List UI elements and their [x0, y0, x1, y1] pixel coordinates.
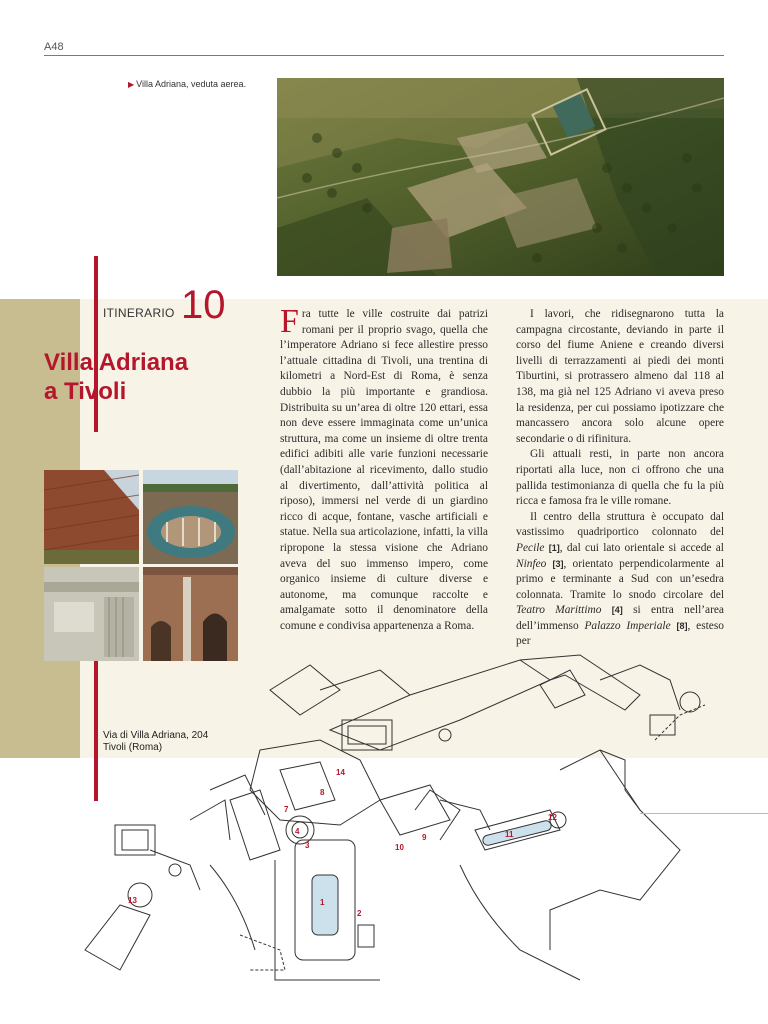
ref-8: [8] [676, 620, 688, 631]
text-segment: , esteso per [516, 619, 724, 648]
ref-1: [1] [548, 542, 560, 553]
text-segment: Il centro della struttura è occupato dal vastissimo quadriportico colonnato del [516, 510, 724, 539]
plan-label-1: 1 [320, 898, 325, 907]
text-column-2 [516, 307, 724, 650]
ref-3: [3] [552, 558, 564, 569]
thumbnail-maritime-theatre [143, 470, 238, 564]
thumbnail-brick-wall-graphic [44, 470, 139, 564]
right-decorative-rule [640, 813, 768, 814]
paragraph-intro-text: ra tutte le ville costruite dai patrizi romani per il proprio svago, quella che l’imperatore Adriano si fece allestire presso l’attuale cittadina di Tivoli, una trentina di kilometri a Nord-Est di Roma, è senza dubbio la più importante e grandiosa. Distribuita su un’area di oltre 120 ettari, essa non deve essere immaginata come un’unica struttura, ma come un insieme di oltre trenta edifici adibiti alle varie funzioni necessarie (dall’abitazione al ricevimento, dallo studio al divertimento, dall’attività politica al riposo), immersi nel verde di un giardino ricco di acque, fontane, vasche artificiali e statue. Nella sua articolazione, infatti, la villa ripropone la stessa visione che Adriano aveva del suo immenso impero, come organico insieme di culture diverse e autonome, ma comunque raccolte e amalgamate sotto il denominatore della comune e condivisa appartenenza a Roma. [280, 308, 488, 632]
photo-caption-text: Villa Adriana, veduta aerea. [136, 79, 247, 89]
top-rule [44, 55, 724, 56]
term-ninfeo: Ninfeo [516, 557, 547, 570]
plan-label-10: 10 [395, 843, 404, 852]
site-plan-graphic [80, 650, 740, 990]
title-line-2: a Tivoli [44, 378, 127, 405]
term-palazzo-imperiale: Palazzo Imperiale [584, 619, 671, 632]
paragraph-works: I lavori, che ridisegnarono tutta la campagna circostante, deviando in parte il corso del fiume Aniene e creando diversi livelli di terrazzamenti ai piedi dei monti Tiburtini, si protrassero almeno dal 118 al 138, ma già nel 125 Adriano vi aveva preso la residenza, per cui possiamo ipotizzare che mancassero ancora solo alcune opere secondarie o di rifinitura. [516, 308, 724, 445]
itinerary-label: ITINERARIO [103, 306, 175, 320]
caption-triangle-icon: ▶ [128, 80, 135, 89]
thumbnail-marble-relief-graphic [44, 567, 139, 661]
paragraph-remains: Gli attuali resti, in parte non ancora riportati alla luce, non ci offrono che una pallida testimonianza di quella che fu la più ricca e famosa fra le ville romane. [516, 448, 724, 508]
text-column-1 [280, 303, 488, 634]
thumbnail-brick-wall [44, 470, 139, 564]
aerial-photo-graphic [277, 78, 724, 276]
plan-label-11: 11 [505, 830, 514, 839]
address-line-2: Tivoli (Roma) [103, 742, 163, 753]
paragraph-center [516, 510, 724, 650]
page-number: A48 [44, 41, 64, 53]
plan-label-3: 3 [305, 841, 310, 850]
thumbnail-marble-relief [44, 567, 139, 661]
thumbnail-maritime-theatre-graphic [143, 470, 238, 564]
plan-label-14: 14 [336, 768, 345, 777]
aerial-photo [277, 78, 724, 276]
text-segment: si entra nell’area dell’immenso [516, 604, 724, 632]
thumbnail-ruins-arch-graphic [143, 567, 238, 661]
site-plan [80, 650, 740, 990]
page-title [44, 348, 188, 406]
title-line-1: Villa Adriana [44, 349, 189, 376]
address-line-1: Via di Villa Adriana, 204 [103, 730, 209, 741]
paragraph-intro [280, 303, 488, 634]
thumbnail-ruins-arch [143, 567, 238, 661]
itinerary-number: 10 [181, 283, 226, 327]
drop-cap: F [280, 303, 299, 340]
term-pecile: Pecile [516, 541, 545, 554]
plan-label-8: 8 [320, 788, 325, 797]
plan-label-12: 12 [548, 813, 557, 822]
plan-label-2: 2 [357, 909, 362, 918]
text-segment: , orientato perpendicolarmente al primo e terminante a Sud con un’esedra colonnata. Tramite lo snodo circolare del [516, 557, 724, 601]
plan-label-9: 9 [422, 833, 427, 842]
ref-4: [4] [611, 605, 623, 616]
text-segment: , dal cui lato orientale si accede al [559, 541, 724, 554]
plan-label-4: 4 [295, 827, 300, 836]
photo-caption [128, 79, 246, 89]
plan-label-13: 13 [128, 896, 137, 905]
term-teatro-marittimo: Teatro Marittimo [516, 604, 602, 617]
plan-label-7: 7 [284, 805, 289, 814]
